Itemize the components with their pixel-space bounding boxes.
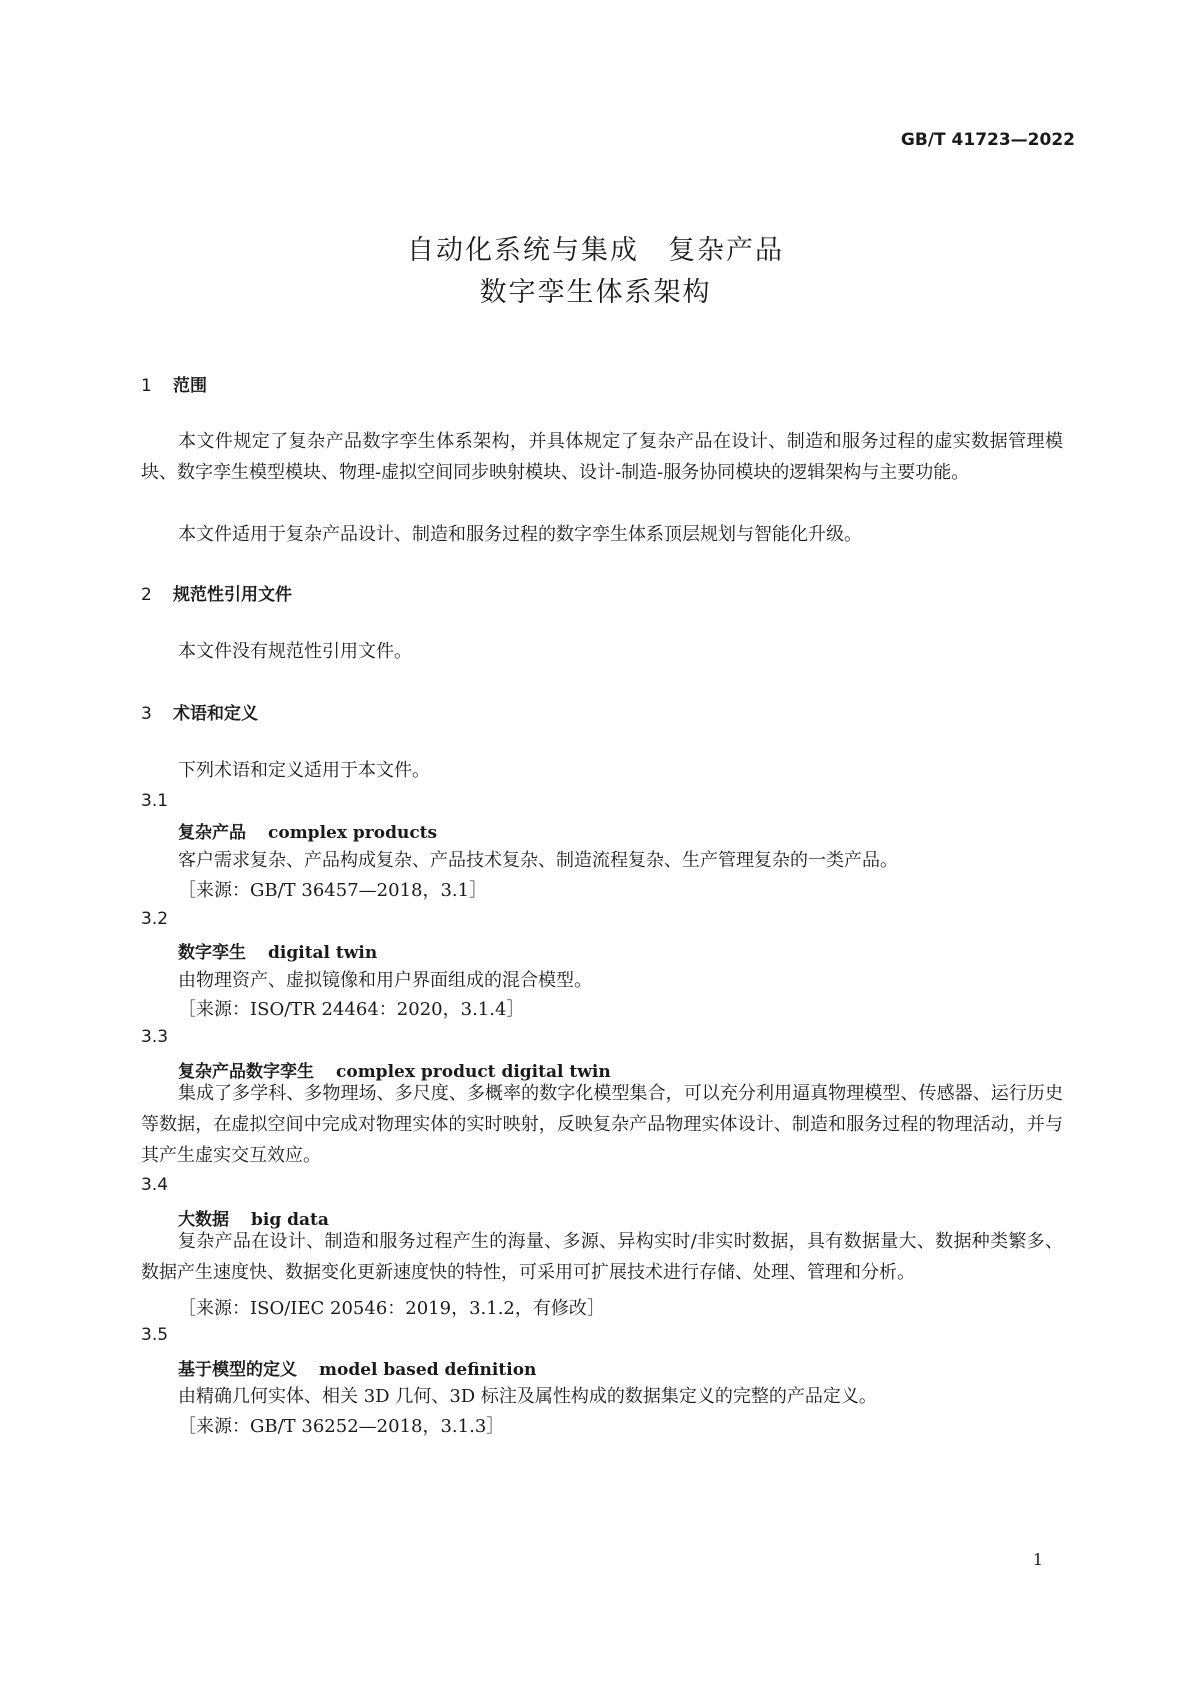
section-1-paragraph-1: 本文件规定了复杂产品数字孪生体系架构，并具体规定了复杂产品在设计、制造和服务过程的虚实数据管理模块、数字孪生模型模块、物理-虚拟空间同步映射模块、设计-制造-服务协同模块的逻辑架构与主要功能。 [141, 431, 1063, 483]
term-zh: 基于模型的定义 [178, 1360, 297, 1380]
term-definition: 复杂产品在设计、制造和服务过程产生的海量、多源、异构实时/非实时数据，具有数据量大、数据种类繁多、数据产生速度快、数据变化更新速度快的特性，可采用可扩展技术进行存储、处理、管理和分析。 [141, 1231, 1063, 1283]
term-heading [178, 818, 437, 843]
title-line-1: 自动化系统与集成 复杂产品 [407, 235, 784, 266]
section-1-paragraph-2: 本文件适用于复杂产品设计、制造和服务过程的数字孪生体系顶层规划与智能化升级。 [178, 524, 862, 545]
term-en: digital twin [268, 943, 378, 963]
title-line-2: 数字孪生体系架构 [479, 277, 712, 308]
term-source: ［来源：ISO/IEC 20546：2019，3.1.2，有修改］ [178, 1298, 605, 1319]
term-source: ［来源：GB/T 36457—2018，3.1］ [178, 880, 488, 901]
document-number: GB/T 41723—2022 [900, 130, 1075, 150]
term-number: 3.1 [141, 791, 169, 811]
section-3-heading [141, 699, 258, 724]
term-definition: 客户需求复杂、产品构成复杂、产品技术复杂、制造流程复杂、生产管理复杂的一类产品。 [178, 850, 898, 871]
term-en: complex product digital twin [336, 1062, 611, 1082]
term-heading [178, 1355, 536, 1380]
section-title: 范围 [173, 376, 207, 396]
term-number: 3.4 [141, 1175, 169, 1195]
term-definition: 由精确几何实体、相关 3D 几何、3D 标注及属性构成的数据集定义的完整的产品定义。 [178, 1386, 877, 1407]
term-definition: 由物理资产、虚拟镜像和用户界面组成的混合模型。 [178, 970, 592, 991]
term-zh: 数字孪生 [178, 943, 246, 963]
section-2-paragraph-1: 本文件没有规范性引用文件。 [178, 641, 412, 662]
term-en: complex products [268, 823, 438, 843]
section-1-heading [141, 371, 207, 396]
term-number: 3.3 [141, 1027, 169, 1047]
section-3-paragraph-1: 下列术语和定义适用于本文件。 [178, 760, 430, 781]
term-zh: 大数据 [178, 1210, 229, 1230]
section-number: 1 [141, 376, 152, 396]
term-heading [178, 938, 377, 963]
term-number: 3.2 [141, 909, 169, 929]
term-zh: 复杂产品 [178, 823, 246, 843]
term-source: ［来源：GB/T 36252—2018，3.1.3］ [178, 1416, 505, 1437]
term-number: 3.5 [141, 1325, 169, 1345]
section-number: 2 [141, 585, 152, 605]
section-2-heading [141, 580, 292, 605]
section-title: 术语和定义 [173, 704, 258, 724]
section-title: 规范性引用文件 [173, 585, 292, 605]
page-number: 1 [1032, 1550, 1043, 1569]
term-definition: 集成了多学科、多物理场、多尺度、多概率的数字化模型集合，可以充分利用逼真物理模型、传感器、运行历史等数据，在虚拟空间中完成对物理实体的实时映射，反映复杂产品物理实体设计、制造和服务过程的物理活动，并与其产生虚实交互效应。 [141, 1083, 1063, 1166]
term-zh: 复杂产品数字孪生 [178, 1062, 314, 1082]
term-source: ［来源：ISO/TR 24464：2020，3.1.4］ [178, 999, 525, 1020]
term-en: big data [251, 1210, 329, 1230]
section-number: 3 [141, 704, 152, 724]
term-en: model based definition [319, 1360, 537, 1380]
